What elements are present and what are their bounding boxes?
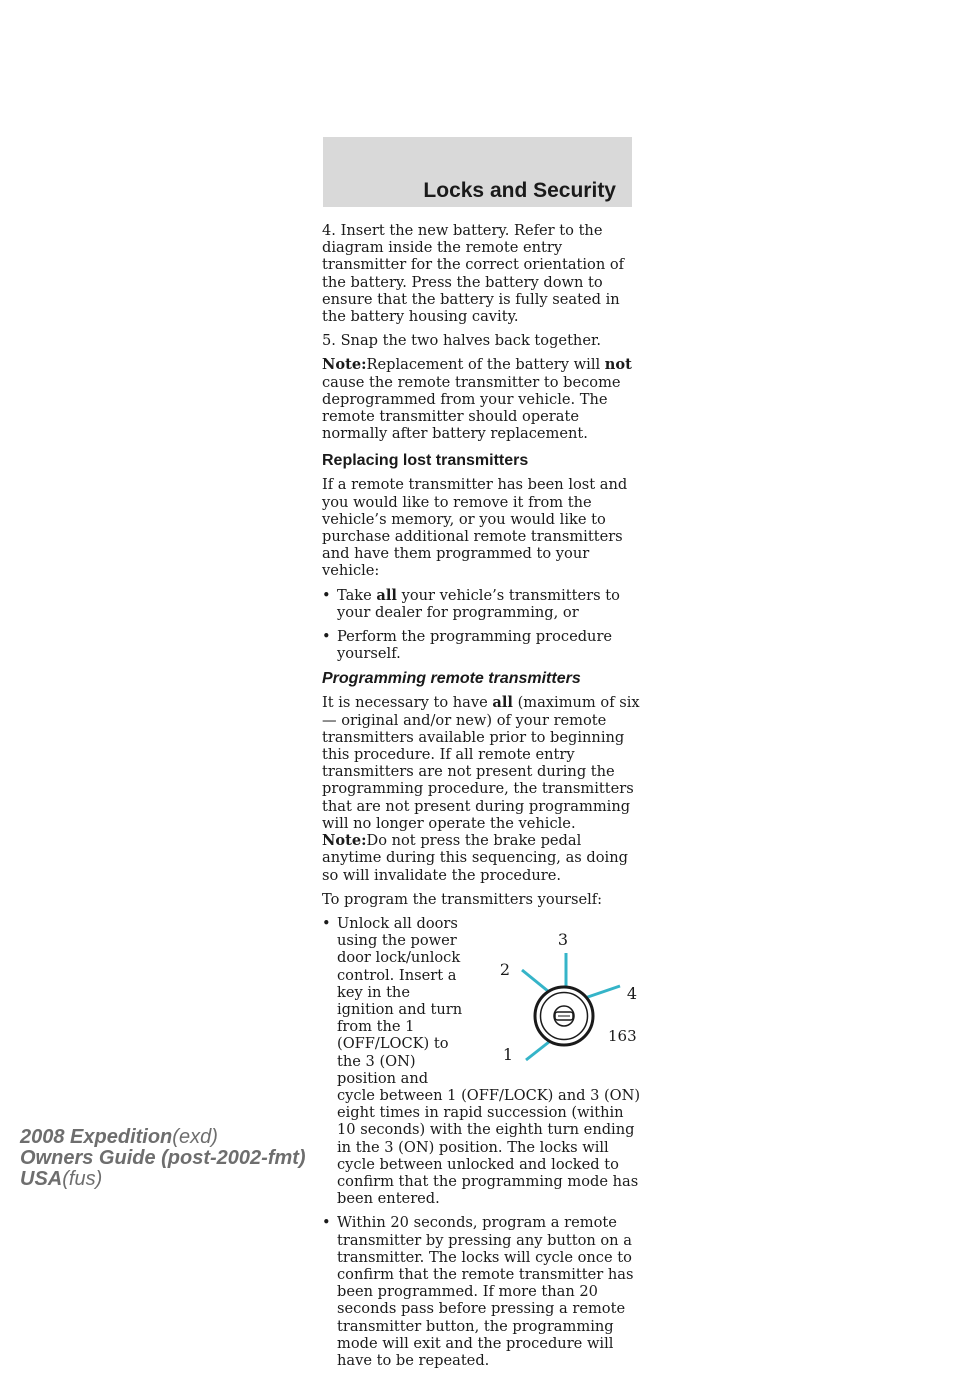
battery-step-5: 5. Snap the two halves back together. (322, 332, 601, 350)
programming-intro: It is necessary to have all (maximum of six — original and/or new) of your remote transmitters available prior to beginning this procedure. If all remote entry transmitters are not present during the programming procedure, the transmitters that are not present during programming will no longer operate the vehicle. Note:Do not press the brake pedal anytime during this sequencing, as doing so will invalidate the procedure. (322, 694, 640, 884)
diagram-label-2: 2 (499, 959, 511, 979)
heading-programming: Programming remote transmitters (322, 670, 581, 688)
document-footer: 2008 Expedition(exd) Owners Guide (post-2002-fmt) USA(fus) (20, 1126, 306, 1190)
list-item: • Take all your vehicle’s transmitters to your dealer for programming, or (322, 586, 620, 621)
bullet-symbol: • (322, 1214, 331, 1232)
heading-replacing-lost: Replacing lost transmitters (322, 452, 529, 470)
list-item: • Within 20 seconds, program a remote transmitter by pressing any button on a transmitter. The locks will cycle once to confirm that the remote transmitter has been programmed. If more than 20 seconds pass before pressing a remote transmitter button, the programming mode will exit and the procedure will have to be repeated. (322, 1214, 634, 1369)
note-text-a: Replacement of the battery will (366, 356, 601, 374)
header-band (323, 137, 632, 207)
lost-intro: If a remote transmitter has been lost and you would like to remove it from the vehicle’s memory, or you would like to purchase additional remote transmitters and have them programmed to your vehicle: (322, 476, 628, 580)
battery-step-4: 4. Insert the new battery. Refer to the diagram inside the remote entry transmitter for the correct orientation of the battery. Press the battery down to ensure that the battery is fully seated in the battery housing cavity. (322, 222, 625, 326)
programming-lead: To program the transmitters yourself: (322, 890, 603, 908)
battery-note (322, 356, 642, 442)
list-item: • Perform the programming procedure yourself. (322, 628, 613, 663)
page-content (322, 222, 642, 1376)
section-title: Locks and Security (423, 179, 616, 202)
note-emphasis: not (604, 356, 632, 374)
note-text-b: cause the remote transmitter to become deprogrammed from your vehicle. The remote transmitter should operate normally after battery replacement. (322, 373, 621, 443)
bullet-symbol: • (322, 914, 331, 932)
diagram-label-4: 4 (626, 983, 638, 1003)
page-number: 163 (608, 1027, 637, 1045)
diagram-label-3: 3 (557, 929, 569, 949)
step-with-diagram (322, 915, 642, 1214)
note-label: Note: (322, 356, 367, 374)
diagram-label-1: 1 (502, 1044, 514, 1064)
list-item: • Unlock all doors using the power door lock/unlock control. Insert a key in the ignition and turn from the 1 (OFF/LOCK) to the 3 (ON) position and cycle between 1 (OFF/LOCK) and 3 (ON) eight times in rapid succession (within 10 seconds) with the eighth turn ending in the 3 (ON) position. The locks will cycle between unlocked and locked to confirm that the programming mode has been entered. (322, 914, 641, 1208)
bullet-symbol: • (322, 628, 331, 646)
bullet-symbol: • (322, 586, 331, 604)
